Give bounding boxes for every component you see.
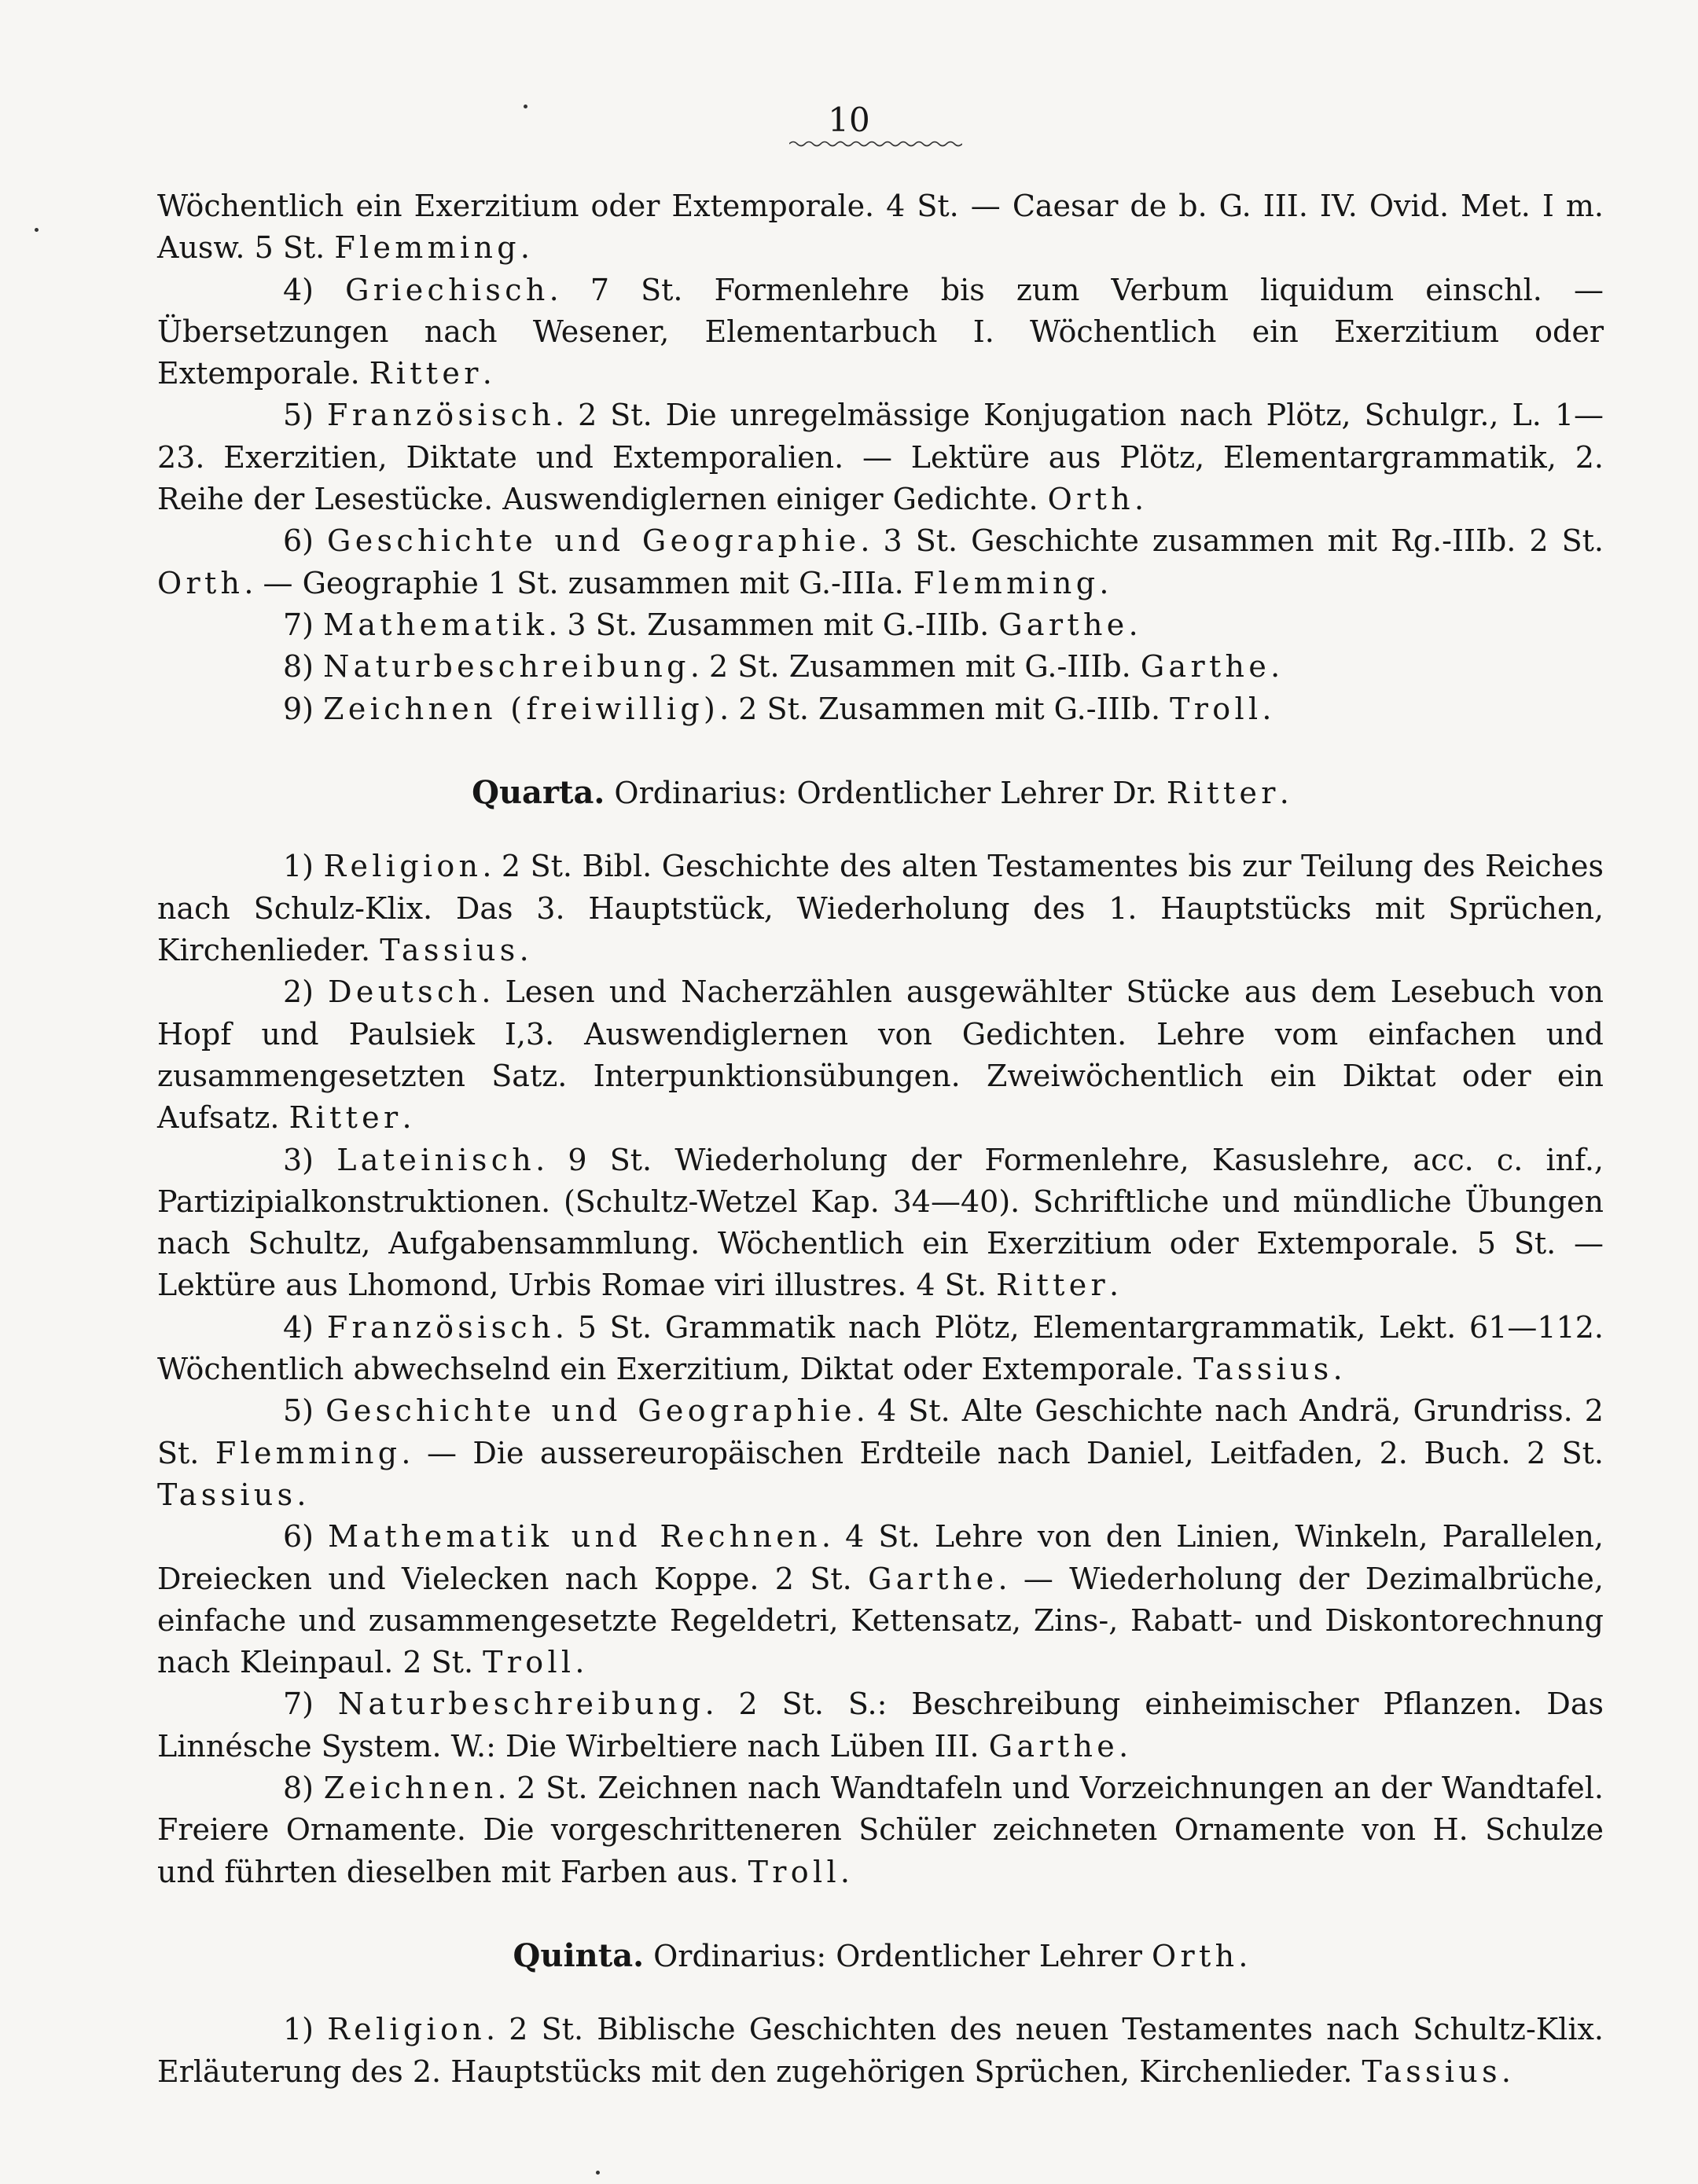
teacher-name: Orth [1152,1939,1239,1974]
heading-text: Ordinarius: Ordentlicher Lehrer [644,1939,1152,1974]
teacher-name: Orth [1047,482,1134,517]
paragraph-text: . Lesen und Nacherzählen ausgewählter Stücke aus dem Lesebuch von Hopf und Paulsiek I,3. Auswendiglernen von Gedichten. Lehre vom einfachen und zusammengesetzten Satz. Interpunktionsübungen. Zweiwöchentlich ein Diktat oder ein Aufsatz. [157,975,1604,1136]
paragraph-text: . [482,356,492,391]
paragraph-text: . [520,230,530,266]
item-number: 3) [283,1142,337,1177]
subject-item-deutsch [157,971,1604,1139]
paragraph-text: . 4 St. Alte Geschichte nach Andrä, Grundriss. 2 St. [157,1393,1604,1470]
item-number: 9) [283,691,324,726]
paragraph-text: . 2 St. Die unregelmässige Konjugation nach Plötz, Schulgr., L. 1—23. Exerzitien, Diktate und Extemporalien. — Lektüre aus Plötz, Elementargrammatik, 2. Reihe der Lesestücke. Auswendiglernen einiger Gedichte. [157,398,1604,517]
paragraph-text: . 2 St. S.: Beschreibung einheimischer Pflanzen. Das Linnésche System. W.: Die Wirbeltiere nach Lüben III. [157,1687,1604,1764]
item-number: 5) [283,1393,326,1429]
paragraph-text: . 2 St. Zeichnen nach Wandtafeln und Vorzeichnungen an der Wandtafel. Freiere Ornamente. Die vorgeschritteneren Schüler zeichneten Ornamente von H. Schulze und führten dieselben mit Farben aus. [157,1770,1604,1889]
paragraph-text: . — Wiederholung der Dezimalbrüche, einfache und zusammengesetzte Regeldetri, Kettensatz, Zins-, Rabatt- und Diskontorechnung nach Kleinpaul. 2 St. [157,1561,1604,1680]
item-number: 4) [283,272,346,307]
paragraph-text: . 3 St. Zusammen mit G.-IIIb. [548,607,999,642]
print-speck [596,2171,600,2175]
subject-name: Religion [327,2012,486,2047]
section-heading-quarta [157,772,1604,814]
item-number: 4) [283,1309,327,1345]
item-number: 7) [283,607,324,642]
paragraph-text: . [1270,649,1281,685]
page-number: 10 [828,101,870,139]
subject-item-mathematik [157,1516,1604,1683]
subject-name: Französisch [326,1309,555,1345]
teacher-name: Flemming [215,1435,402,1470]
subject-item-religion [157,2009,1604,2093]
teacher-name: Garthe [988,1728,1119,1764]
item-number: 8) [283,1770,324,1805]
subject-item-zeichnen [157,1767,1604,1893]
paragraph-text: . [402,1100,412,1136]
item-number: 7) [283,1687,338,1722]
teacher-name: Flemming [334,230,520,266]
paragraph-text: . 2 St. Bibl. Geschichte des alten Testamentes bis zur Teilung des Reiches nach Schulz-Klix. Das 3. Hauptstück, Wiederholung des 1. Hauptstücks mit Sprüchen, Kirchenlieder. [157,849,1604,968]
section-heading-quinta [157,1935,1604,1977]
paragraph-text: . 2 St. Zusammen mit G.-IIIb. [719,691,1171,726]
paragraph-text: . 3 St. Geschichte zusammen mit Rg.-IIIb. 2 St. [860,523,1604,559]
teacher-name: Ritter [996,1268,1110,1303]
subject-item-mathematik [157,604,1604,646]
paragraph-text: . [1134,482,1145,517]
item-number: 1) [283,2012,328,2047]
subject-name: Mathematik und Rechnen [328,1519,821,1554]
teacher-name: Garthe [868,1561,998,1596]
subject-name: Zeichnen [323,1770,498,1805]
paragraph-text: . [1119,1728,1129,1764]
paragraph-text: . 7 St. Formenlehre bis zum Verbum liquidum einschl. — Übersetzungen nach Wesener, Elementarbuch I. Wöchentlich ein Exerzitium oder Extemporale. [157,272,1604,391]
paragraph-text: . [519,933,529,968]
subject-item-geschichte [157,520,1604,604]
heading-text: . [1238,1939,1248,1974]
print-speck [35,228,39,232]
teacher-name: Tassius [380,933,520,968]
class-name: Quarta. [472,774,605,812]
paragraph-text: . [840,1854,851,1889]
paragraph-text: . — Die aussereuropäischen Erdteile nach Daniel, Leitfaden, 2. Buch. 2 St. [401,1435,1604,1470]
paragraph-text: . 2 St. Zusammen mit G.-IIIb. [689,649,1141,685]
item-number: 8) [283,649,324,685]
subject-name: Deutsch [328,975,482,1010]
subject-item-geschichte [157,1390,1604,1516]
paragraph-text: . 2 St. Biblische Geschichten des neuen Testamentes nach Schultz-Klix. Erläuterung des 2. Hauptstücks mit den zugehörigen Sprüchen, Kirchenlieder. [157,2012,1604,2089]
paragraph-text: . — Geographie 1 St. zusammen mit G.-IIIa. [244,565,913,600]
subject-name: Geschichte und Geographie [327,523,861,559]
teacher-name: Ritter [289,1100,402,1136]
item-number: 6) [283,1519,329,1554]
paragraph-text: . 9 St. Wiederholung der Formenlehre, Kasuslehre, acc. c. inf., Partizipialkonstruktionen. (Schultz-Wetzel Kap. 34—40). Schriftliche und mündliche Übungen nach Schultz, Aufgabensammlung. Wöchentlich ein Exerzitium oder Extemporale. 5 St. — Lektüre aus Lhomond, Urbis Romae viri illustres. 4 St. [157,1142,1604,1303]
item-number: 1) [283,849,324,884]
paragraph-text: . [1099,565,1109,600]
paragraph-text: . [296,1477,307,1512]
paragraph-text: Wöchentlich ein Exerzitium oder Extemporale. 4 St. — Caesar de b. G. III. IV. Ovid. Met. I m. Ausw. 5 St. [157,189,1604,266]
teacher-name: Orth [157,565,244,600]
teacher-name: Troll [483,1645,575,1680]
class-name: Quinta. [513,1937,645,1975]
document-body [157,185,1604,2093]
subject-item-franzoesisch [157,395,1604,520]
subject-item-franzoesisch [157,1307,1604,1391]
subject-item-naturbeschreibung [157,646,1604,688]
heading-text: . [1279,776,1289,811]
subject-item-religion [157,846,1604,971]
teacher-name: Troll [748,1854,840,1889]
page-number-rule [789,140,962,148]
subject-name: Naturbeschreibung [323,649,690,685]
paragraph-text: . [1128,607,1138,642]
subject-item-griechisch [157,270,1604,395]
paragraph-text: . [1501,2054,1512,2089]
subject-name: Französisch [327,398,556,433]
item-number: 5) [283,398,328,433]
paragraph-text: . [1262,691,1272,726]
subject-name: Geschichte und Geographie [325,1393,856,1429]
teacher-name: Tassius [1362,2054,1501,2089]
teacher-name: Tassius [1193,1352,1333,1387]
subject-name: Religion [323,849,483,884]
teacher-name: Flemming [913,565,1100,600]
paragraph-text: . [1109,1268,1119,1303]
item-number: 6) [283,523,328,559]
item-number: 2) [283,975,329,1010]
teacher-name: Ritter [369,356,483,391]
subject-name: Zeichnen (freiwillig) [323,691,720,726]
subject-item-lateinisch [157,1140,1604,1307]
paragraph-text: . [1332,1352,1343,1387]
paragraph-text: . 4 St. Lehre von den Linien, Winkeln, Parallelen, Dreiecken und Vielecken nach Koppe. 2 St. [157,1519,1604,1596]
subject-name: Griechisch [345,272,549,307]
subject-name: Naturbeschreibung [337,1687,705,1722]
teacher-name: Garthe [1140,649,1271,685]
heading-text: Ordinarius: Ordentlicher Lehrer Dr. [605,776,1167,811]
teacher-name: Tassius [157,1477,297,1512]
teacher-name: Troll [1170,691,1262,726]
paragraph-text: . [575,1645,585,1680]
print-speck [524,105,527,108]
subject-name: Lateinisch [336,1142,536,1177]
subject-item-zeichnen [157,688,1604,730]
teacher-name: Ritter [1166,776,1280,811]
teacher-name: Garthe [998,607,1129,642]
paragraph-text: . 5 St. Grammatik nach Plötz, Elementargrammatik, Lekt. 61—112. Wöchentlich abwechselnd ein Exerzitium, Diktat oder Extemporale. [157,1309,1604,1387]
subject-name: Mathematik [323,607,549,642]
subject-item-naturbeschreibung [157,1683,1604,1767]
paragraph-continuation [157,185,1604,270]
